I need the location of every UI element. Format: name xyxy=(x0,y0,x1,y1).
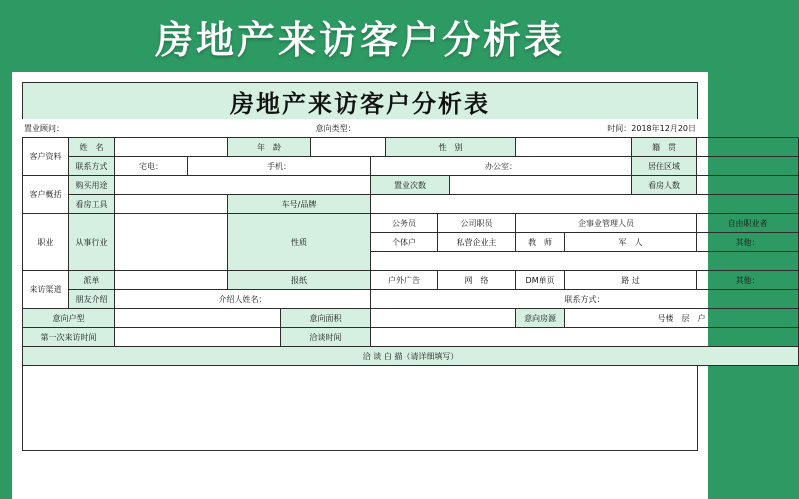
intended-area-label: 意向面积 xyxy=(281,309,371,328)
row-transport xyxy=(23,195,799,214)
age-label: 年 龄 xyxy=(228,138,311,157)
age-field[interactable] xyxy=(311,138,386,157)
civil-servant-option[interactable]: 公务员 xyxy=(371,214,438,233)
intended-area-field[interactable] xyxy=(371,309,516,328)
newspaper-label: 报纸 xyxy=(228,271,371,290)
office-field[interactable]: 办公室： xyxy=(371,157,632,176)
row-occupation-1 xyxy=(23,214,799,233)
intended-unit-label: 意向房源 xyxy=(516,309,565,328)
consultant-label: 置业顾问： xyxy=(24,123,64,133)
transport-label: 看房工具 xyxy=(69,195,115,214)
row-contact xyxy=(23,157,799,176)
meta-row xyxy=(22,119,698,137)
intent-type-label: 意向类型： xyxy=(315,123,356,133)
purchase-use-field[interactable] xyxy=(115,176,371,195)
native-place-label: 籍 贯 xyxy=(632,138,697,157)
negotiation-notes-header: 洽 谈 白 描（请详细填写） xyxy=(23,347,799,366)
house-type-field[interactable] xyxy=(115,309,281,328)
industry-field[interactable] xyxy=(115,214,228,271)
row-channel xyxy=(23,271,799,290)
purchase-times-field[interactable] xyxy=(450,176,632,195)
car-plate-field[interactable] xyxy=(371,195,799,214)
row-name xyxy=(23,138,799,157)
banner-title: 房地产来访客户分析表 xyxy=(154,17,565,62)
manager-option[interactable]: 企事业管理人员 xyxy=(516,214,697,233)
negotiation-time-label: 洽谈时间 xyxy=(281,328,371,347)
name-field[interactable] xyxy=(115,138,228,157)
unit-number-field[interactable]: 号楼 层 户 xyxy=(565,309,799,328)
native-place-field[interactable] xyxy=(697,138,799,157)
residence-label: 居住区域 xyxy=(632,157,697,176)
soldier-option[interactable]: 军 人 xyxy=(565,233,697,252)
flyer-field[interactable] xyxy=(115,271,228,290)
company-staff-option[interactable]: 公司职员 xyxy=(438,214,516,233)
first-visit-label: 第一次来访时间 xyxy=(23,328,115,347)
date-label: 时间：2018年12月20日 xyxy=(607,123,696,133)
customer-summary-label: 客户概括 xyxy=(23,176,69,214)
dm-option[interactable]: DM单页 xyxy=(516,271,565,290)
form-paper xyxy=(12,72,768,499)
row-referral xyxy=(23,290,799,309)
introducer-field[interactable]: 介绍人姓名： xyxy=(115,290,371,309)
channel-label: 来访渠道 xyxy=(23,271,69,309)
nature-label: 性质 xyxy=(228,214,371,271)
customer-info-label: 客户资料 xyxy=(23,138,69,176)
industry-label: 从事行业 xyxy=(69,214,115,271)
negotiation-time-field[interactable] xyxy=(371,328,799,347)
transport-field[interactable] xyxy=(115,195,228,214)
referral-label: 朋友介绍 xyxy=(69,290,115,309)
freelance-option[interactable]: 自由职业者 xyxy=(697,214,799,233)
contact-label: 联系方式 xyxy=(69,157,115,176)
negotiation-notes-area[interactable] xyxy=(22,366,698,451)
row-visit-time xyxy=(23,328,799,347)
other-channel-field[interactable]: 其他： xyxy=(697,271,799,290)
document-title: 房地产来访客户分析表 xyxy=(22,82,698,119)
purchase-use-label: 购买用途 xyxy=(69,176,115,195)
self-employed-option[interactable]: 个体户 xyxy=(371,233,438,252)
viewers-label: 看房人数 xyxy=(632,176,697,195)
visitor-analysis-table xyxy=(22,137,799,366)
teacher-option[interactable]: 教 师 xyxy=(516,233,565,252)
mobile-field[interactable]: 手机： xyxy=(188,157,371,176)
gender-field[interactable] xyxy=(516,138,632,157)
other-occupation-field[interactable]: 其他： xyxy=(697,233,799,252)
row-house-type xyxy=(23,309,799,328)
gender-label: 性 别 xyxy=(386,138,516,157)
occupation-extra-field[interactable] xyxy=(371,252,799,271)
passing-option[interactable]: 路 过 xyxy=(565,271,697,290)
name-label: 姓 名 xyxy=(69,138,115,157)
introducer-contact-field[interactable]: 联系方式： xyxy=(371,290,799,309)
network-option[interactable]: 网 络 xyxy=(438,271,516,290)
outdoor-ad-option[interactable]: 户外广告 xyxy=(371,271,438,290)
row-notes-header xyxy=(23,347,799,366)
home-phone-field[interactable]: 宅电： xyxy=(115,157,188,176)
viewers-field[interactable] xyxy=(697,176,799,195)
flyer-label: 派单 xyxy=(69,271,115,290)
form-sheet xyxy=(22,82,768,451)
private-owner-option[interactable]: 私营企业主 xyxy=(438,233,516,252)
purchase-times-label: 置业次数 xyxy=(371,176,450,195)
row-purchase xyxy=(23,176,799,195)
occupation-label: 职业 xyxy=(23,214,69,271)
first-visit-field[interactable] xyxy=(115,328,281,347)
house-type-label: 意向户型 xyxy=(23,309,115,328)
residence-field[interactable] xyxy=(697,157,799,176)
car-plate-label: 车号/品牌 xyxy=(228,195,371,214)
